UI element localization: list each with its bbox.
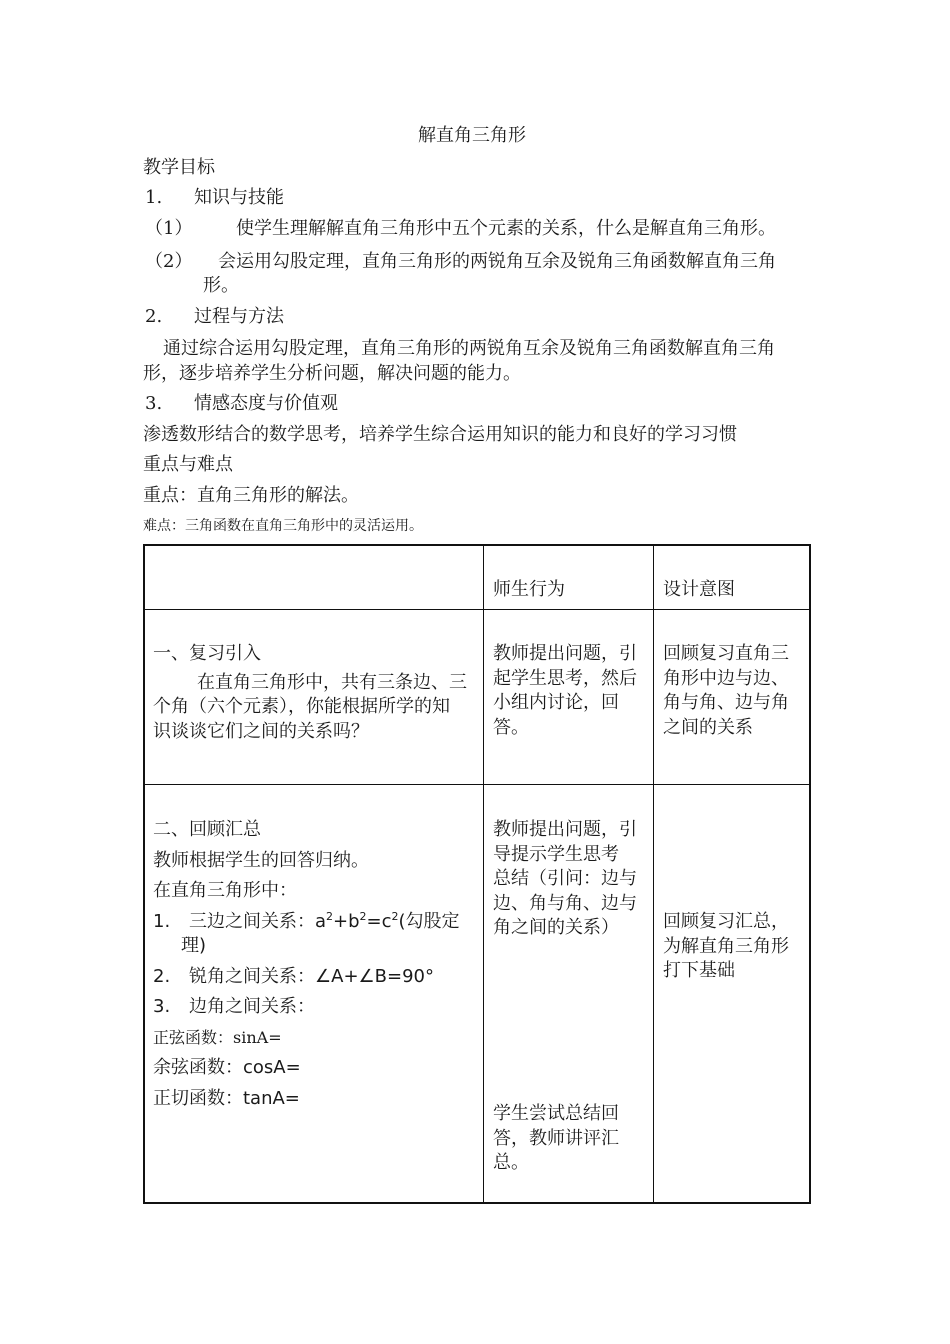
row-1-intent-line: 回顾复习直角三 xyxy=(663,643,789,664)
row-2-actions xyxy=(493,818,637,941)
section-3-text: 渗透数形结合的数学思考，培养学生综合运用知识的能力和良好的学习习惯 xyxy=(143,424,737,445)
cosine-function xyxy=(153,1056,478,1081)
relation-1-label: 三边之间关系： xyxy=(189,910,315,932)
row-2-content xyxy=(153,818,478,1111)
row-2-intent-line: 为解直角三角形 xyxy=(663,935,789,957)
row-2-action-line: 边、角与角、边与 xyxy=(493,892,637,914)
section-2-number: 2. xyxy=(145,306,163,327)
section-2-text-line-1: 通过综合运用勾股定理，直角三角形的两锐角互余及锐角三角函数解直角三角 xyxy=(163,338,775,359)
section-2-title: 过程与方法 xyxy=(194,306,284,327)
formula-exponent: 2 xyxy=(391,909,399,923)
section-1-title: 知识与技能 xyxy=(194,187,284,208)
formula-c: =c xyxy=(366,910,392,932)
row-2-line: 教师根据学生的回答归纳。 xyxy=(153,849,369,871)
row-1-intent-line: 之间的关系 xyxy=(663,716,753,738)
table-divider xyxy=(145,609,809,610)
relation-3-label: 边角之间关系： xyxy=(189,996,315,1017)
row-2-intent xyxy=(663,910,789,984)
table-divider xyxy=(653,546,654,1202)
formula-b: +b xyxy=(333,910,360,932)
row-2-intent-line: 打下基础 xyxy=(663,960,735,981)
header-teacher-student-actions: 师生行为 xyxy=(493,579,565,600)
row-1-action-line: 小组内讨论，回 xyxy=(493,692,619,713)
row-1-action-line: 教师提出问题，引 xyxy=(493,643,637,664)
formula-note: (勾股定 xyxy=(398,910,460,932)
row-1-actions xyxy=(493,642,637,740)
row-2-action-line: 教师提出问题，引 xyxy=(493,819,637,840)
row-2-action-line: 导提示学生思考 xyxy=(493,843,619,865)
row-1-intent-line: 角与角、边与角 xyxy=(663,692,789,713)
header-design-intent: 设计意图 xyxy=(663,579,735,600)
row-1-intent xyxy=(663,642,789,740)
row-2-action-line: 角之间的关系） xyxy=(493,917,619,938)
formula-exponent: 2 xyxy=(359,909,367,923)
row-2-intent-line: 回顾复习汇总， xyxy=(663,911,789,932)
item-2-number: （2） xyxy=(145,251,193,272)
relation-2 xyxy=(153,965,478,990)
formula-a: a xyxy=(315,910,327,932)
row-1-question-line: 在直角三角形中，共有三条边、三 xyxy=(197,671,467,693)
row-1-content xyxy=(153,642,478,744)
relation-1 xyxy=(153,910,478,935)
section-3-number: 3. xyxy=(145,393,163,414)
relation-1-continuation: 理) xyxy=(181,935,207,956)
cosine-value: cosA= xyxy=(243,1057,301,1078)
tangent-label: 正切函数： xyxy=(153,1087,243,1109)
document-title: 解直角三角形 xyxy=(418,125,526,146)
pythagorean-formula xyxy=(315,911,460,932)
row-2-line: 在直角三角形中： xyxy=(153,880,297,901)
table-divider xyxy=(145,784,809,785)
relation-1-number: 1. xyxy=(153,910,171,932)
table-divider xyxy=(483,546,484,1202)
tangent-function xyxy=(153,1087,478,1112)
row-2-action-line: 答，教师讲评汇 xyxy=(493,1127,619,1149)
angle-formula: ∠A+∠B=90° xyxy=(315,965,435,987)
row-2-title: 二、回顾汇总 xyxy=(153,819,261,840)
row-2-student-actions xyxy=(493,1102,619,1176)
row-1-action-line: 起学生思考，然后 xyxy=(493,667,637,689)
key-points-heading: 重点与难点 xyxy=(143,454,233,475)
item-2-text-line-1: 会运用勾股定理，直角三角形的两锐角互余及锐角三角函数解直角三角 xyxy=(218,251,776,272)
teaching-goals-heading: 教学目标 xyxy=(143,157,215,178)
row-2-action-line: 总。 xyxy=(493,1152,529,1173)
row-2-action-line: 总结（引问：边与 xyxy=(493,868,637,889)
sine-function: 正弦函数：sinA= xyxy=(153,1027,282,1047)
relation-3 xyxy=(153,995,478,1020)
section-1-number: 1. xyxy=(145,187,163,208)
relation-3-number: 3. xyxy=(153,996,171,1017)
item-1-number: （1） xyxy=(145,218,193,239)
row-1-question-line: 个角（六个元素），你能根据所学的知 xyxy=(153,696,450,717)
row-1-action-line: 答。 xyxy=(493,716,529,738)
formula-exponent: 2 xyxy=(326,909,334,923)
difficult-point: 难点：三角函数在直角三角形中的灵活运用。 xyxy=(143,518,423,534)
row-2-action-line: 学生尝试总结回 xyxy=(493,1103,619,1124)
key-point: 重点：直角三角形的解法。 xyxy=(143,485,359,506)
row-1-intent-line: 角形中边与边、 xyxy=(663,667,789,689)
row-1-question-line: 识谈谈它们之间的关系吗？ xyxy=(153,720,369,742)
relation-2-number: 2. xyxy=(153,965,171,987)
relation-2-label: 锐角之间关系： xyxy=(189,965,315,987)
cosine-label: 余弦函数： xyxy=(153,1057,243,1078)
lesson-table xyxy=(143,544,811,1204)
section-3-title: 情感态度与价值观 xyxy=(194,393,338,414)
item-2-text-line-2: 形。 xyxy=(203,275,239,296)
tangent-value: tanA= xyxy=(243,1087,300,1109)
section-2-text-line-2: 形，逐步培养学生分析问题，解决问题的能力。 xyxy=(143,363,521,384)
item-1-text: 使学生理解解直角三角形中五个元素的关系，什么是解直角三角形。 xyxy=(236,218,776,239)
row-1-title: 一、复习引入 xyxy=(153,643,261,664)
